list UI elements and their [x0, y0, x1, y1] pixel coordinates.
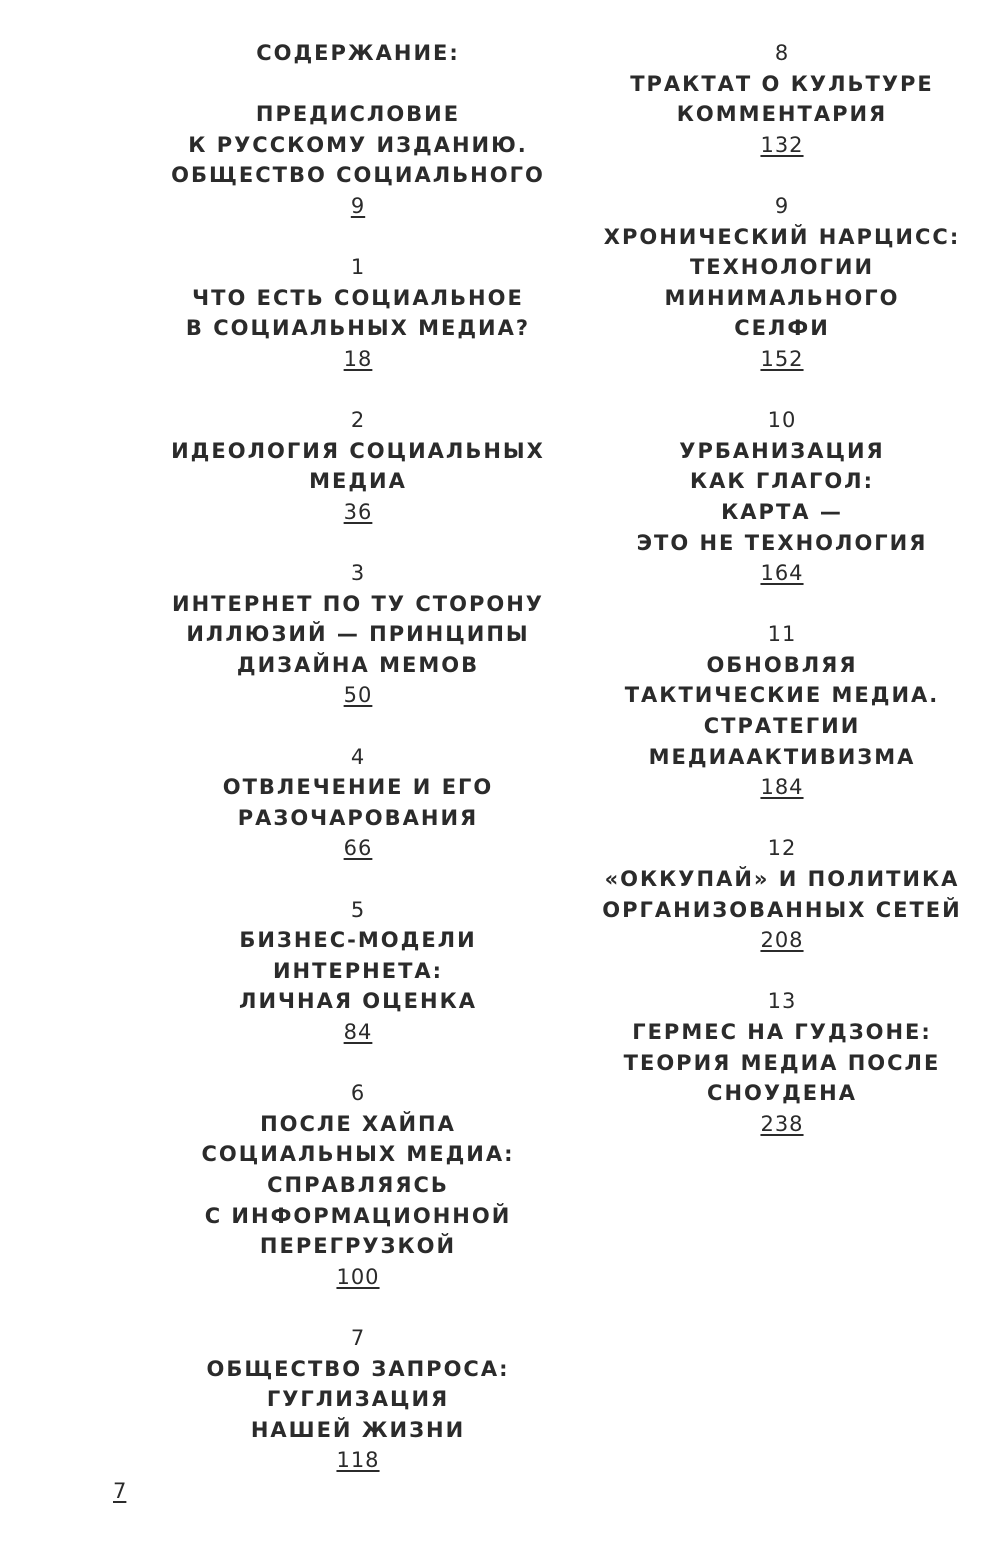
toc-entry-number: 5: [350, 897, 366, 922]
toc-entry-8[interactable]: [592, 38, 972, 160]
toc-entry-title: ХРОНИЧЕСКИЙ НАРЦИСС: ТЕХНОЛОГИИ МИНИМАЛЬНОГО СЕЛФИ: [603, 224, 961, 341]
toc-entry-page[interactable]: 152: [760, 346, 804, 371]
toc-entry-title: ОТВЛЕЧЕНИЕ И ЕГО РАЗОЧАРОВАНИЯ: [222, 775, 494, 830]
toc-entry-number: 10: [767, 408, 797, 433]
toc-left-column: [168, 38, 548, 1507]
toc-entry-11[interactable]: [592, 619, 972, 803]
toc-entry-page[interactable]: 50: [343, 683, 373, 708]
toc-entry-number: 4: [350, 744, 366, 769]
toc-entry-number: 12: [767, 836, 797, 861]
toc-entry-page[interactable]: 84: [343, 1020, 373, 1044]
toc-entry-preface[interactable]: [168, 99, 548, 221]
toc-entry-13[interactable]: [592, 986, 972, 1139]
toc-entry-7[interactable]: [168, 1323, 548, 1476]
toc-entry-page[interactable]: 36: [343, 499, 373, 524]
toc-entry-title: ОБЩЕСТВО ЗАПРОСА: ГУГЛИЗАЦИЯ НАШЕЙ ЖИЗНИ: [206, 1356, 510, 1442]
toc-entry-number: 6: [350, 1081, 366, 1106]
toc-entry-page[interactable]: 118: [336, 1448, 380, 1473]
toc-entry-title: ГЕРМЕС НА ГУДЗОНЕ: ТЕОРИЯ МЕДИА ПОСЛЕ СНОУДЕНА: [623, 1020, 941, 1106]
toc-entry-number: 3: [350, 561, 366, 586]
toc-right-column: [592, 38, 972, 1170]
toc-entry-title: ИДЕОЛОГИЯ СОЦИАЛЬНЫХ МЕДИА: [171, 438, 545, 494]
toc-entry-page[interactable]: 9: [350, 193, 366, 218]
toc-entry-page[interactable]: 100: [336, 1264, 380, 1289]
toc-entry-page[interactable]: 208: [760, 928, 804, 953]
toc-entry-title: ПРЕДИСЛОВИЕ К РУССКОМУ ИЗДАНИЮ. ОБЩЕСТВО СОЦИАЛЬНОГО: [171, 102, 545, 188]
toc-entry-page[interactable]: 66: [343, 836, 373, 861]
toc-entry-page[interactable]: 18: [343, 346, 373, 371]
toc-entry-page[interactable]: 164: [760, 561, 804, 586]
toc-entry-number: 2: [350, 408, 366, 433]
toc-entry-number: 1: [350, 255, 366, 280]
toc-entry-title: ПОСЛЕ ХАЙПА СОЦИАЛЬНЫХ МЕДИА: СПРАВЛЯЯСЬ С ИНФОРМАЦИОННОЙ ПЕРЕГРУЗКОЙ: [201, 1111, 515, 1259]
toc-entry-title: ТРАКТАТ О КУЛЬТУРЕ КОММЕНТАРИЯ: [630, 71, 934, 127]
toc-entry-number: 8: [774, 41, 790, 65]
toc-entry-9[interactable]: [592, 191, 972, 375]
toc-entry-title: ОБНОВЛЯЯ ТАКТИЧЕСКИЕ МЕДИА. СТРАТЕГИИ МЕДИААКТИВИЗМА: [624, 652, 940, 769]
toc-entry-number: 13: [767, 989, 797, 1014]
toc-entry-number: 9: [774, 193, 790, 218]
toc-entry-3[interactable]: [168, 558, 548, 711]
toc-entry-6[interactable]: [168, 1078, 548, 1292]
toc-entry-page[interactable]: 184: [760, 775, 804, 800]
toc-entry-5[interactable]: [168, 895, 548, 1048]
toc-entry-title: ЧТО ЕСТЬ СОЦИАЛЬНОЕ В СОЦИАЛЬНЫХ МЕДИА?: [185, 285, 531, 341]
toc-entry-number: 11: [767, 622, 797, 647]
toc-entry-title: БИЗНЕС-МОДЕЛИ ИНТЕРНЕТА: ЛИЧНАЯ ОЦЕНКА: [239, 928, 477, 1014]
toc-entry-page[interactable]: 238: [760, 1111, 804, 1136]
toc-entry-10[interactable]: [592, 405, 972, 589]
page-number: 7: [113, 1479, 127, 1503]
toc-entry-4[interactable]: [168, 742, 548, 864]
toc-entry-title: УРБАНИЗАЦИЯ КАК ГЛАГОЛ: КАРТА — ЭТО НЕ ТЕХНОЛОГИЯ: [636, 438, 928, 555]
toc-entry-title: ИНТЕРНЕТ ПО ТУ СТОРОНУ ИЛЛЮЗИЙ — ПРИНЦИПЫ ДИЗАЙНА МЕМОВ: [172, 591, 544, 677]
toc-entry-12[interactable]: [592, 833, 972, 955]
toc-entry-1[interactable]: [168, 252, 548, 374]
toc-heading: СОДЕРЖАНИЕ:: [256, 41, 460, 65]
toc-entry-title: «ОККУПАЙ» И ПОЛИТИКА ОРГАНИЗОВАННЫХ СЕТЕЙ: [602, 867, 962, 922]
toc-entry-2[interactable]: [168, 405, 548, 527]
toc-entry-page[interactable]: 132: [760, 132, 804, 157]
toc-entry-number: 7: [350, 1325, 366, 1350]
